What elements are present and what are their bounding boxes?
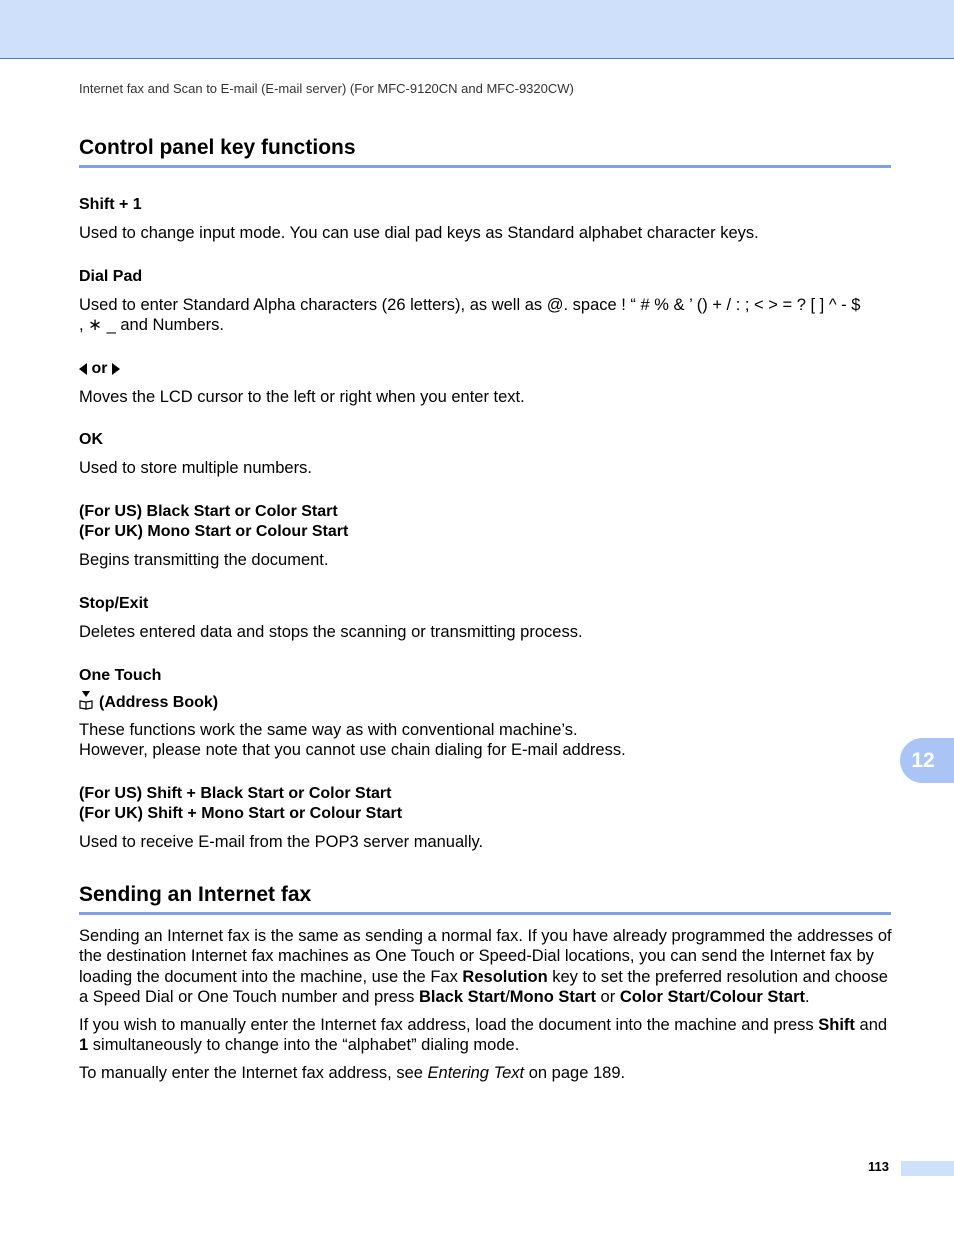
p2-text-2: and <box>854 1016 888 1034</box>
chapter-tab: 12 <box>900 738 954 783</box>
p1-mono-start-key: Mono Start <box>509 987 596 1006</box>
page-number: 113 <box>868 1159 889 1174</box>
running-header: Internet fax and Scan to E-mail (E-mail server) (For MFC-9120CN and MFC-9320CW) <box>79 81 574 96</box>
entering-text-link[interactable]: Entering Text <box>427 1064 525 1082</box>
term-address-book <box>79 690 218 713</box>
sending-paragraph-2 <box>79 1015 899 1056</box>
p2-text-3: simultaneously to change into the “alphabet” dialing mode. <box>88 1036 520 1055</box>
left-arrow-icon <box>79 363 87 375</box>
term-or: or <box>91 360 108 377</box>
address-book-icon <box>79 690 94 710</box>
term-arrow-keys <box>79 359 120 379</box>
desc-one-touch-line1: These functions work the same way as with conventional machine’s. <box>79 721 578 739</box>
sending-paragraph-1 <box>79 926 899 1007</box>
desc-stop-exit: Deletes entered data and stops the scanning or transmitting process. <box>79 623 583 641</box>
desc-one-touch-line2: However, please note that you cannot use chain dialing for E-mail address. <box>79 741 626 759</box>
address-book-label: (Address Book) <box>99 694 219 711</box>
section-title-sending: Sending an Internet fax <box>79 883 891 915</box>
p2-shift-key: Shift <box>818 1016 855 1034</box>
right-arrow-icon <box>112 363 120 375</box>
p1-text-1: Sending an Internet fax is the same as sending a normal fax. If you have already programmed the addresses of the destination Internet fax machines as One Touch or Speed-Dial locations, you can send the Internet fax by loading the document into the machine, use the Fax <box>79 927 892 986</box>
p1-or: or <box>595 987 620 1006</box>
desc-start: Begins transmitting the document. <box>79 551 329 569</box>
term-start-us: (For US) Black Start or Color Start <box>79 503 338 520</box>
p1-black-start-key: Black Start <box>418 987 506 1006</box>
p1-color-start-key: Color Start <box>619 987 706 1006</box>
p1-resolution-key: Resolution <box>462 967 548 986</box>
desc-ok: Used to store multiple numbers. <box>79 459 312 477</box>
section-title-control-panel: Control panel key functions <box>79 136 891 168</box>
page-number-bar <box>901 1161 954 1176</box>
header-band <box>0 0 954 59</box>
desc-shift-start: Used to receive E-mail from the POP3 server manually. <box>79 833 484 851</box>
desc-arrow-keys: Moves the LCD cursor to the left or right when you enter text. <box>79 388 525 406</box>
term-start-uk: (For UK) Mono Start or Colour Start <box>79 523 349 540</box>
sending-paragraph-3 <box>79 1063 899 1083</box>
p1-colour-start-key: Colour Start <box>709 987 806 1006</box>
term-shift-start-us: (For US) Shift + Black Start or Color Start <box>79 785 392 802</box>
p1-slash-1: / <box>505 987 510 1006</box>
p2-text-1: If you wish to manually enter the Internet fax address, load the document into the machine and press <box>79 1016 819 1034</box>
term-stop-exit: Stop/Exit <box>79 595 149 612</box>
term-one-touch: One Touch <box>79 667 162 684</box>
term-dial-pad: Dial Pad <box>79 268 143 285</box>
p1-text-2: key to set the preferred resolution and choose a Speed Dial or One Touch number and press <box>79 967 888 1006</box>
desc-dial-pad-line1: Used to enter Standard Alpha characters (26 letters), as well as @. space ! “ # % & ’ () + / : ; < > = ? [ ] ^ - $ <box>79 296 861 314</box>
p3-text-2: on page 189. <box>524 1064 626 1082</box>
p2-one-key: 1 <box>79 1036 89 1055</box>
term-shift-start-uk: (For UK) Shift + Mono Start or Colour Start <box>79 805 403 822</box>
desc-shift-1: Used to change input mode. You can use dial pad keys as Standard alphabet character keys. <box>79 224 759 242</box>
desc-dial-pad-line2: , ∗ _ and Numbers. <box>79 316 224 334</box>
term-shift-1: Shift + 1 <box>79 196 142 213</box>
p1-period: . <box>805 987 810 1006</box>
p1-slash-2: / <box>705 987 710 1006</box>
p3-text-1: To manually enter the Internet fax address, see <box>79 1064 428 1082</box>
term-ok: OK <box>79 431 103 448</box>
